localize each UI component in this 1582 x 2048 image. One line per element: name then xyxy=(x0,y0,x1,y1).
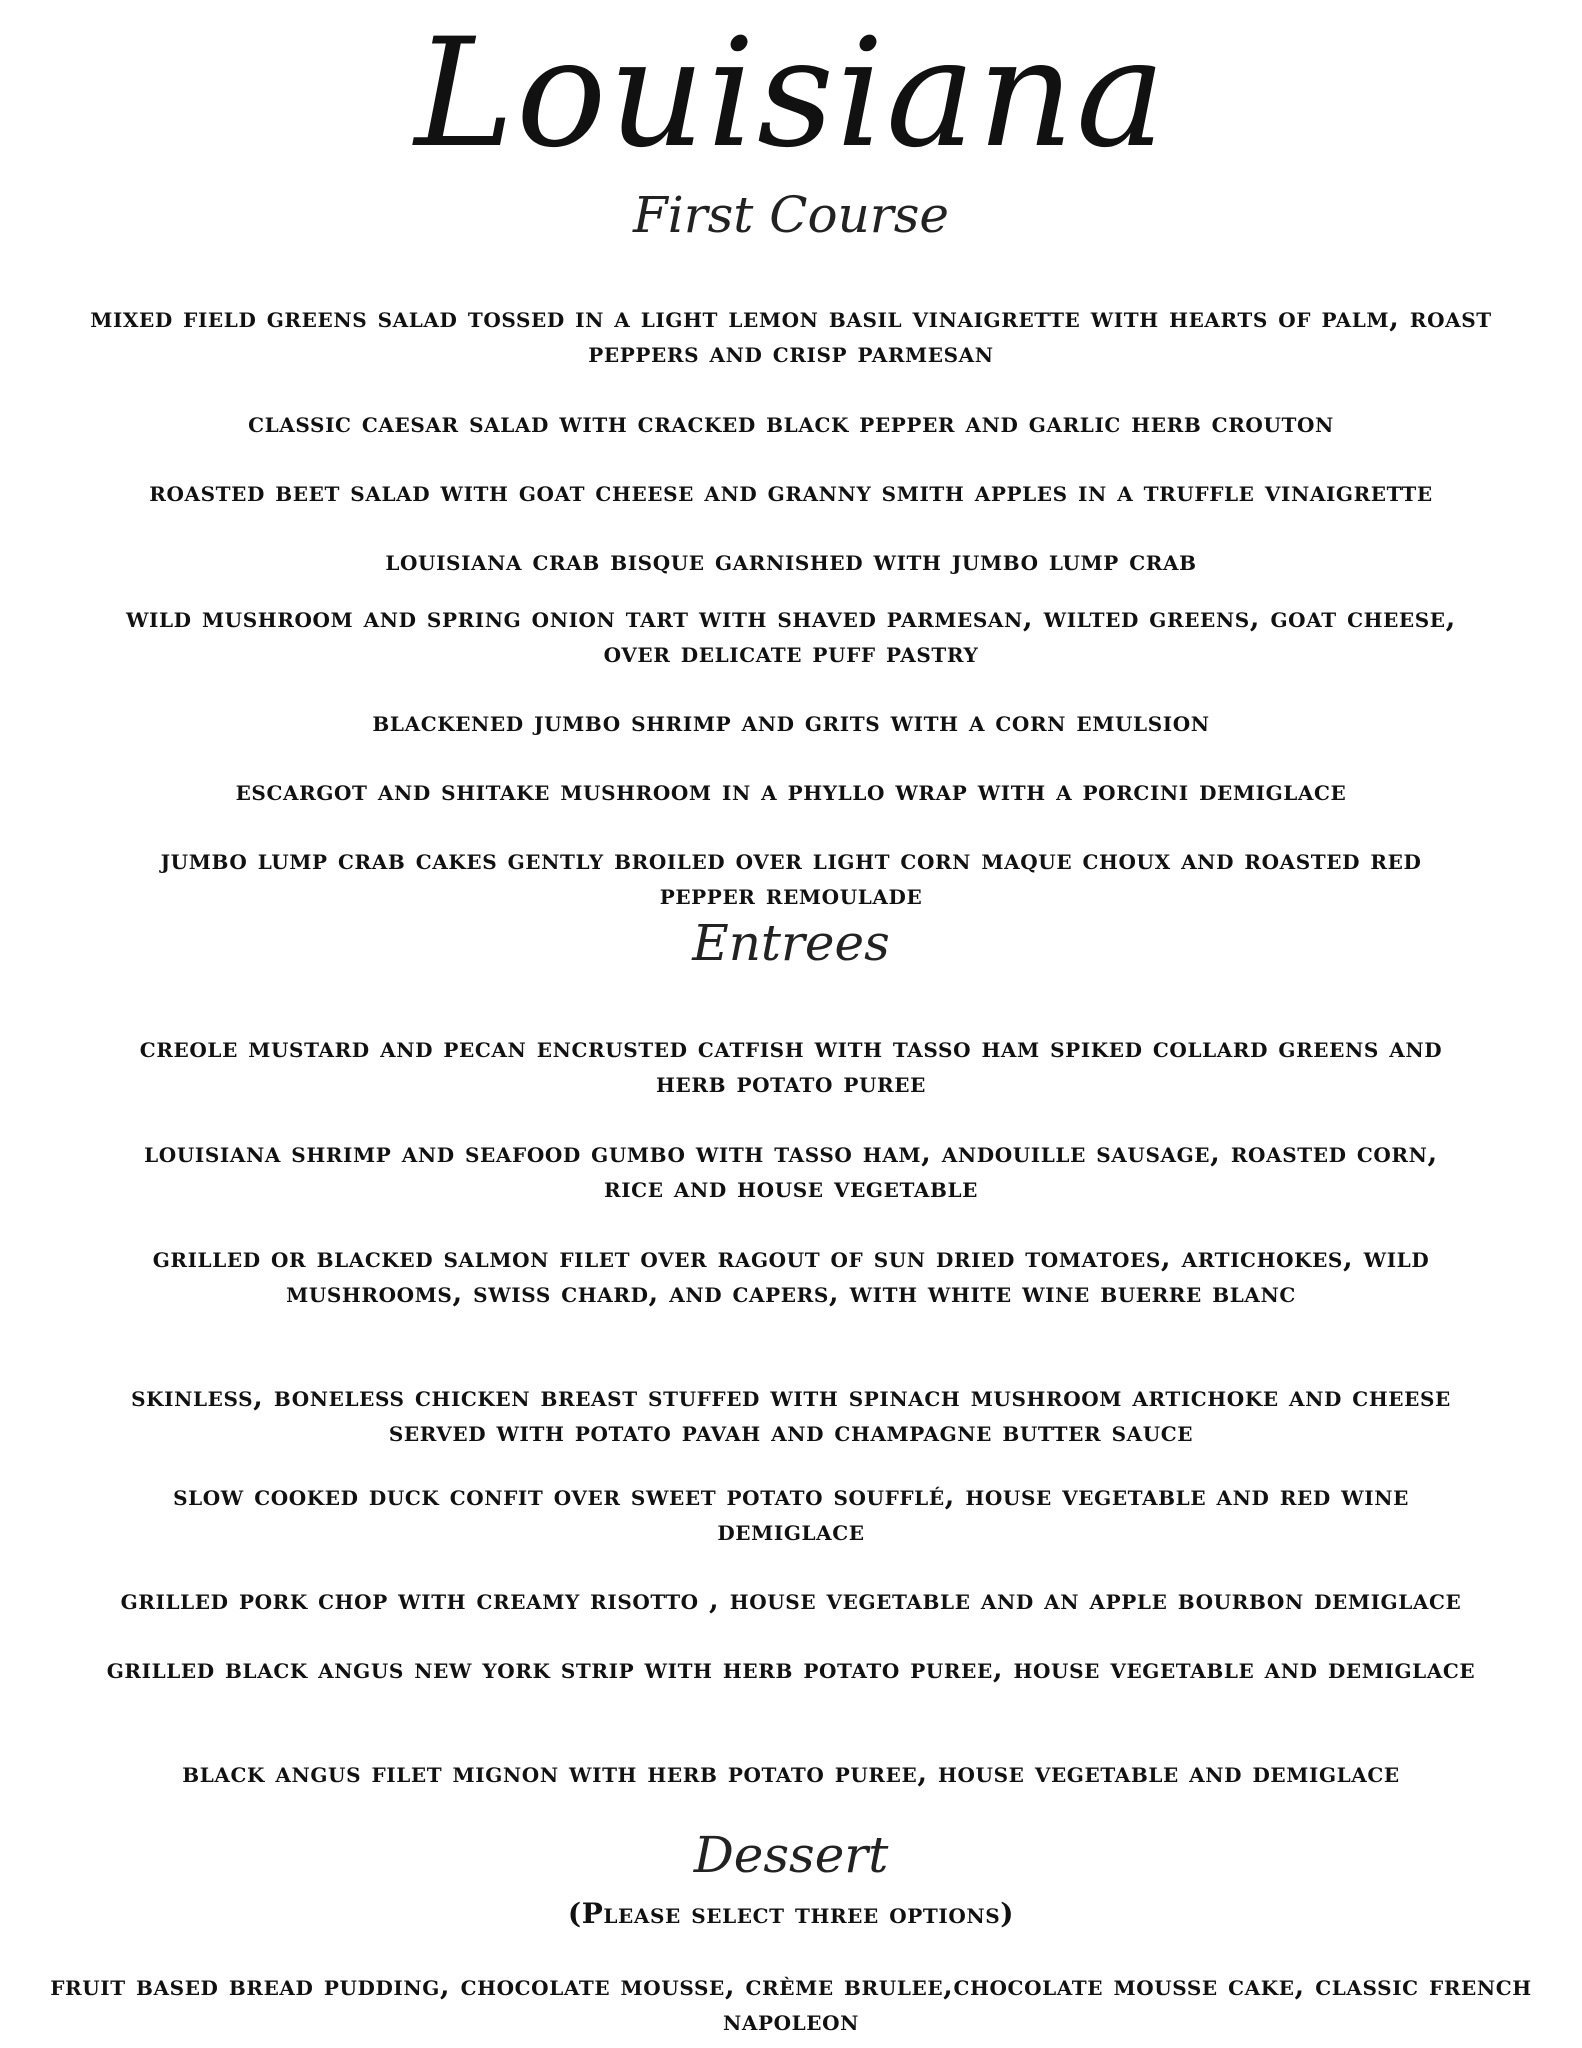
first-course-item: blackened jumbo shrimp and grits with a corn emulsion xyxy=(372,705,1210,738)
dessert-note: (Please select three options) xyxy=(567,1897,1015,1930)
first-course-heading: First Course xyxy=(633,186,949,244)
entree-item: creole mustard and pecan encrusted catfish with tasso ham spiked collard greens and herb potato puree xyxy=(139,1031,1443,1099)
first-course-item: escargot and shitake mushroom in a phyllo wrap with a porcini demiglace xyxy=(235,774,1347,807)
entree-item: grilled or blacked salmon filet over ragout of sun dried tomatoes, artichokes, wild mushrooms, swiss chard, and capers, with white wine buerre blanc xyxy=(152,1241,1430,1309)
first-course-item: jumbo lump crab cakes gently broiled over light corn maque choux and roasted red pepper remoulade xyxy=(160,843,1422,911)
entree-item: slow cooked duck confit over sweet potato soufflé, house vegetable and red wine demiglace xyxy=(173,1479,1409,1547)
entree-item: grilled black angus new york strip with herb potato puree, house vegetable and demiglace xyxy=(106,1652,1476,1685)
entrees-heading: Entrees xyxy=(692,914,890,972)
entree-item: louisiana shrimp and seafood gumbo with tasso ham, andouille sausage, roasted corn, rice and house vegetable xyxy=(144,1136,1438,1204)
first-course-item: roasted beet salad with goat cheese and granny smith apples in a truffle vinaigrette xyxy=(149,475,1433,508)
dessert-heading: Dessert xyxy=(693,1826,889,1884)
first-course-item: mixed field greens salad tossed in a light lemon basil vinaigrette with hearts of palm, roast peppers and crisp parmesan xyxy=(90,301,1492,369)
entree-item: grilled pork chop with creamy risotto , house vegetable and an apple bourbon demiglace xyxy=(120,1583,1462,1616)
first-course-item: wild mushroom and spring onion tart with shaved parmesan, wilted greens, goat cheese, over delicate puff pastry xyxy=(125,601,1457,669)
first-course-item: louisiana crab bisque garnished with jumbo lump crab xyxy=(385,544,1197,577)
entree-item: skinless, boneless chicken breast stuffed with spinach mushroom artichoke and cheese served with potato pavah and champagne butter sauce xyxy=(131,1380,1451,1448)
dessert-item: fruit based bread pudding, chocolate mousse, crème brulee,chocolate mousse cake, classic french napoleon xyxy=(50,1969,1532,2037)
first-course-item: classic caesar salad with cracked black pepper and garlic herb crouton xyxy=(248,406,1334,439)
menu-title: Louisiana xyxy=(414,7,1168,181)
entree-item: black angus filet mignon with herb potato puree, house vegetable and demiglace xyxy=(182,1756,1400,1789)
